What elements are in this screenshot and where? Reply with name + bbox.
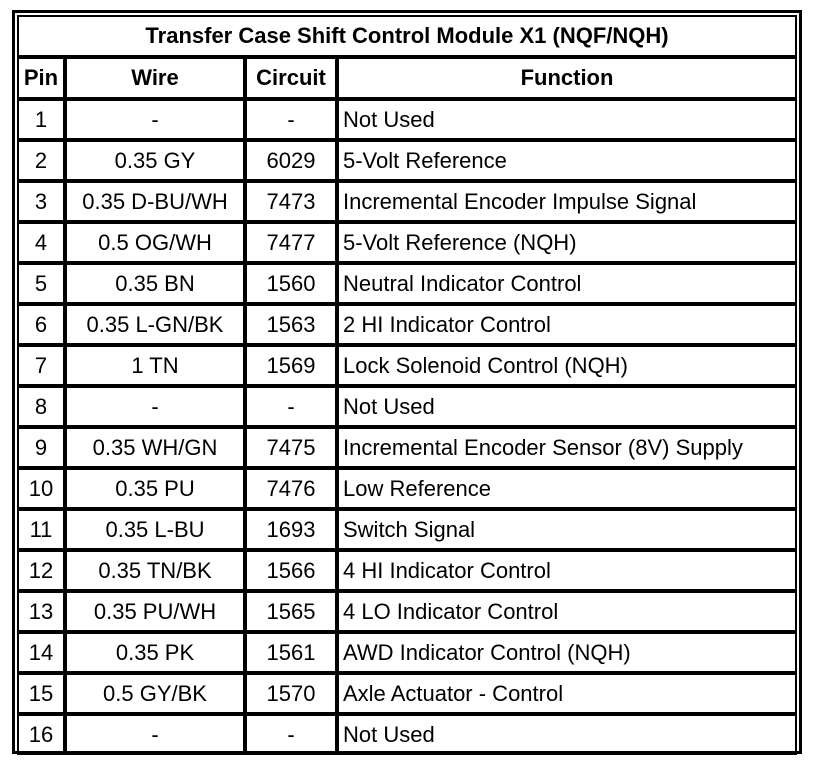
wire-cell: 0.35 L-BU: [65, 509, 245, 550]
pin-cell: 6: [17, 304, 65, 345]
circuit-cell: 1570: [245, 673, 337, 714]
circuit-cell: 7475: [245, 427, 337, 468]
pin-cell: 3: [17, 181, 65, 222]
function-cell: 5-Volt Reference: [337, 140, 797, 181]
table-body: [17, 99, 797, 755]
wire-cell: 0.35 PU: [65, 468, 245, 509]
wire-cell: 0.35 PU/WH: [65, 591, 245, 632]
wire-cell: 1 TN: [65, 345, 245, 386]
table-title: Transfer Case Shift Control Module X1 (NQF/NQH): [17, 15, 797, 57]
function-cell: 5-Volt Reference (NQH): [337, 222, 797, 263]
circuit-cell: 6029: [245, 140, 337, 181]
pin-cell: 15: [17, 673, 65, 714]
function-cell: Low Reference: [337, 468, 797, 509]
circuit-cell: 7477: [245, 222, 337, 263]
table-row: [17, 714, 797, 755]
circuit-cell: 1560: [245, 263, 337, 304]
function-cell: 2 HI Indicator Control: [337, 304, 797, 345]
pin-cell: 1: [17, 99, 65, 140]
table-row: [17, 632, 797, 673]
circuit-cell: 7473: [245, 181, 337, 222]
pin-cell: 7: [17, 345, 65, 386]
pin-cell: 2: [17, 140, 65, 181]
wire-cell: 0.35 L-GN/BK: [65, 304, 245, 345]
circuit-cell: -: [245, 386, 337, 427]
table-row: [17, 99, 797, 140]
function-cell: AWD Indicator Control (NQH): [337, 632, 797, 673]
connector-table-frame: [12, 10, 802, 754]
circuit-cell: 7476: [245, 468, 337, 509]
circuit-cell: 1569: [245, 345, 337, 386]
wire-cell: 0.5 GY/BK: [65, 673, 245, 714]
table-row: [17, 673, 797, 714]
table-row: [17, 140, 797, 181]
header-function: Function: [337, 57, 797, 99]
function-cell: Axle Actuator - Control: [337, 673, 797, 714]
header-circuit: Circuit: [245, 57, 337, 99]
wire-cell: -: [65, 99, 245, 140]
pin-cell: 8: [17, 386, 65, 427]
circuit-cell: 1693: [245, 509, 337, 550]
table-row: [17, 468, 797, 509]
table-row: [17, 427, 797, 468]
table-row: [17, 550, 797, 591]
function-cell: Incremental Encoder Sensor (8V) Supply: [337, 427, 797, 468]
pin-cell: 12: [17, 550, 65, 591]
function-cell: Not Used: [337, 714, 797, 755]
circuit-cell: -: [245, 714, 337, 755]
connector-pinout-table: [17, 15, 797, 755]
table-row: [17, 222, 797, 263]
wire-cell: 0.35 D-BU/WH: [65, 181, 245, 222]
function-cell: Switch Signal: [337, 509, 797, 550]
wire-cell: -: [65, 714, 245, 755]
wire-cell: -: [65, 386, 245, 427]
pin-cell: 4: [17, 222, 65, 263]
function-cell: Not Used: [337, 99, 797, 140]
pin-cell: 13: [17, 591, 65, 632]
pin-cell: 16: [17, 714, 65, 755]
circuit-cell: 1565: [245, 591, 337, 632]
function-cell: Incremental Encoder Impulse Signal: [337, 181, 797, 222]
header-pin: Pin: [17, 57, 65, 99]
function-cell: 4 HI Indicator Control: [337, 550, 797, 591]
wire-cell: 0.35 PK: [65, 632, 245, 673]
circuit-cell: 1566: [245, 550, 337, 591]
wire-cell: 0.35 TN/BK: [65, 550, 245, 591]
pin-cell: 5: [17, 263, 65, 304]
table-row: [17, 263, 797, 304]
pin-cell: 11: [17, 509, 65, 550]
wire-cell: 0.35 GY: [65, 140, 245, 181]
wire-cell: 0.35 WH/GN: [65, 427, 245, 468]
function-cell: Neutral Indicator Control: [337, 263, 797, 304]
pin-cell: 9: [17, 427, 65, 468]
function-cell: Lock Solenoid Control (NQH): [337, 345, 797, 386]
wire-cell: 0.35 BN: [65, 263, 245, 304]
pin-cell: 14: [17, 632, 65, 673]
circuit-cell: -: [245, 99, 337, 140]
table-row: [17, 591, 797, 632]
table-row: [17, 304, 797, 345]
header-wire: Wire: [65, 57, 245, 99]
table-row: [17, 509, 797, 550]
function-cell: 4 LO Indicator Control: [337, 591, 797, 632]
pin-cell: 10: [17, 468, 65, 509]
wire-cell: 0.5 OG/WH: [65, 222, 245, 263]
circuit-cell: 1561: [245, 632, 337, 673]
circuit-cell: 1563: [245, 304, 337, 345]
table-row: [17, 345, 797, 386]
table-row: [17, 181, 797, 222]
table-row: [17, 386, 797, 427]
function-cell: Not Used: [337, 386, 797, 427]
